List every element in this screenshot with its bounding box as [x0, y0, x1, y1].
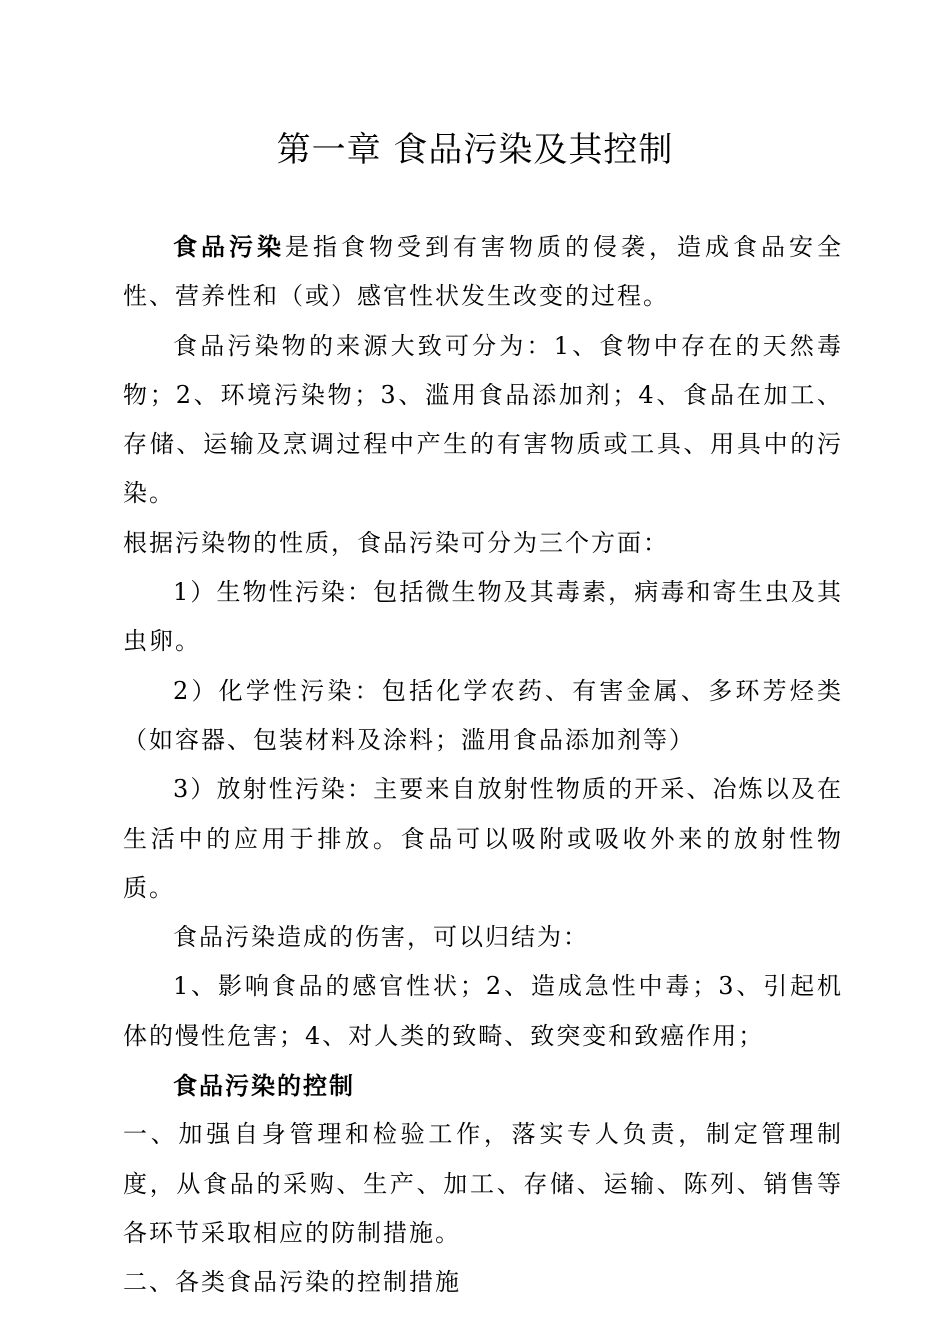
page-title: 第一章 食品污染及其控制: [276, 130, 674, 170]
document-body: [123, 222, 843, 1308]
paragraph-control-2: 二、各类食品污染的控制措施: [123, 1268, 461, 1297]
section-heading-control: 食品污染的控制: [173, 1071, 355, 1101]
paragraph-definition: [123, 222, 843, 322]
term-food-contamination: 食品污染: [173, 232, 285, 261]
paragraph-chemical: 2）化学性污染：包括化学农药、有害金属、多环芳烃类（如容器、包装材料及涂料；滥用食品添加剂等）: [123, 676, 843, 754]
paragraph-control-1: 一、加强自身管理和检验工作，落实专人负责，制定管理制度，从食品的采购、生产、加工、存储、运输、陈列、销售等各环节采取相应的防制措施。: [123, 1120, 843, 1247]
definition-text: 是指食物受到有害物质的侵袭，造成食品安全性、营养性和（或）感官性状发生改变的过程。: [123, 233, 843, 311]
paragraph-biological: 1）生物性污染：包括微生物及其毒素，病毒和寄生虫及其虫卵。: [123, 578, 843, 656]
paragraph-harm-list: 1、影响食品的感官性状；2、造成急性中毒；3、引起机体的慢性危害；4、对人类的致畸、致突变和致癌作用；: [123, 972, 843, 1050]
paragraph-radioactive: 3）放射性污染：主要来自放射性物质的开采、冶炼以及在生活中的应用于排放。食品可以吸附或吸收外来的放射性物质。: [123, 775, 843, 902]
paragraph-harm-intro: 食品污染造成的伤害，可以归结为：: [173, 923, 589, 952]
paragraph-classification: 根据污染物的性质，食品污染可分为三个方面：: [123, 528, 669, 557]
paragraph-sources: 食品污染物的来源大致可分为：1、食物中存在的天然毒物；2、环境污染物；3、滥用食品添加剂；4、食品在加工、存储、运输及烹调过程中产生的有害物质或工具、用具中的污染。: [123, 331, 843, 508]
